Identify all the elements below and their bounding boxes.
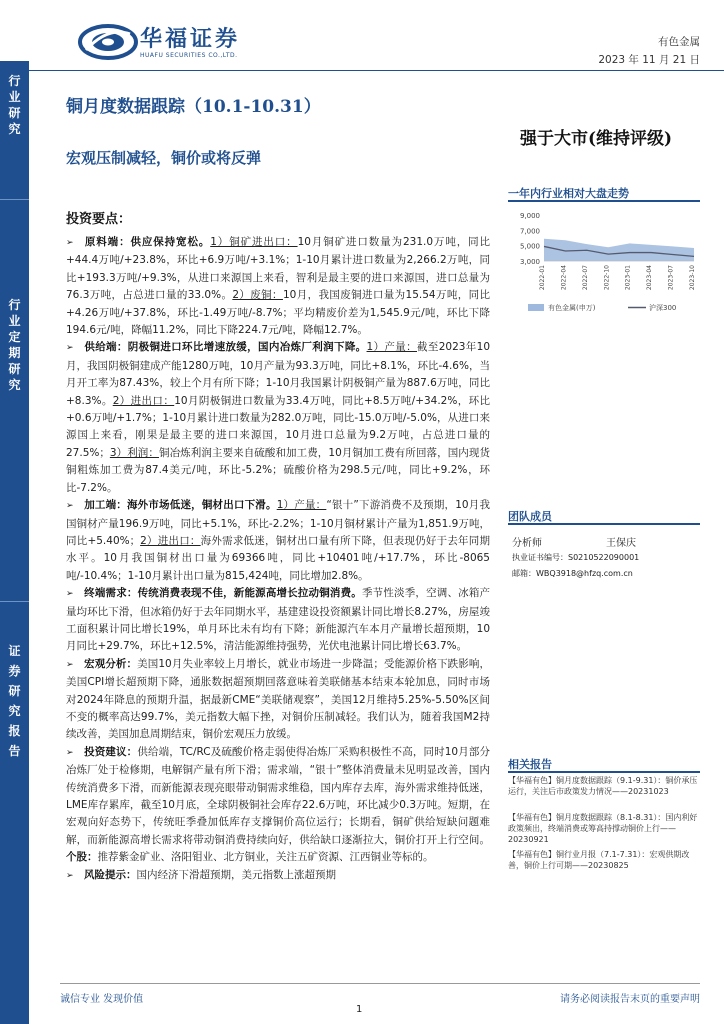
paragraph-supply: ➢ 供给端：阴极铜进口环比增速放缓，国内冶炼厂利润下降。1）产量：截至2023年10月，我国阴极铜建成产能1280万吨，10月产量为93.3万吨，同比+8.1%，环比-4.6%，当月开工率为87.43%，较上个月有所下降；1-10月我国累计阴极铜产量为887.6万吨，同比+8.3%。2）进出口：10月阴极铜进口数量为33.4万吨，同比+8.5万吨/+34.2%，环比+0.6万吨/+1.7%；1-10月累计进口数量为282.0万吨，同比-15.0万吨/-5.0%，从进口来源国上来看，刚果是最主要的进口来源国，10月进口总量为9.2万吨，占总进口量的27.5%；3）利润：铜冶炼利润主要来自硫酸和加工费，10月铜加工费有所回落，国内现货铜粗炼加工费为87.4美元/吨，环比-5.2%；硫酸价格为298.5元/吨，同比+9.2%，环比-7.2%。: [66, 341, 490, 494]
x-tick-label: 2022-04: [560, 265, 568, 291]
x-tick-label: 2023-01: [624, 265, 632, 291]
team-heading-rule: [508, 523, 700, 525]
footer-disclaimer: 请务必阅读报告末页的重要声明: [560, 994, 700, 1005]
footer-slogan: 诚信专业 发现价值: [60, 994, 144, 1005]
analyst-email: 邮箱：WBQ3918@hfzq.com.cn: [512, 569, 633, 578]
brand-subtitle: HUAFU SECURITIES CO.,LTD.: [140, 52, 238, 59]
related-report[interactable]: 【华福有色】铜行业月报（7.1-7.31）：宏观供期改善，铜价上行可期——20230825: [508, 850, 690, 870]
analyst-role: 分析师: [512, 538, 542, 549]
x-tick-label: 2023-10: [689, 265, 696, 291]
x-tick-label: 2022-10: [603, 265, 611, 291]
x-tick-label: 2023-07: [667, 265, 675, 291]
header-date: 2023 年 11 月 21 日: [598, 54, 700, 66]
x-tick-label: 2022-01: [539, 265, 546, 291]
arrow-bullet-icon: ➢: [66, 501, 74, 512]
paragraph-advice: ➢ 投资建议：供给端，TC/RC及硫酸价格走弱使得冶炼厂采购积极性不高，同时10月部分冶炼厂处于检修期，电解铜产量有所下滑；需求端，“银十”整体消费量未见明显改善，国内传统消费多下滑，而新能源表现亮眼带动铜需求维稳，国内库存去库，海外需求维持低迷，LME库存累库，截至10月底，全球阴极铜社会库存22.6万吨，环比减少0.3万吨。短期，在宏观向好态势下，传统旺季叠加低库存支撑铜价高位运行；长期看，铜矿供给短缺问题难解，而新能源高增长需求将带动铜消费持续向好，供给缺口逐渐拉大，铜价打开上行空间。个股：推荐紫金矿业、洛阳钼业、北方铜业，关注五矿资源、江西铜业等标的。: [66, 745, 490, 864]
chart-heading: 一年内行业相对大盘走势: [508, 187, 629, 200]
related-heading: 相关报告: [508, 758, 552, 771]
paragraph-demand: ➢ 终端需求：传统消费表现不佳，新能源高增长拉动铜消费。季节性淡季，空调、冰箱产量均环比下滑，但冰箱仍好于去年同期水平，基建建设投资额累计同比增长8.27%，房屋竣工面积累计同比增长19%，单月环比未有均有下降；新能源汽车本月产量增长超预期，10月同比+29.7%，环比+12.5%，清洁能源维持强势，光伏电池累计同比增长63.7%。: [66, 587, 491, 653]
x-tick-label: 2022-07: [581, 265, 589, 291]
y-tick-label: 9,000: [519, 212, 540, 220]
analyst-license: 执业证书编号：S0210522090001: [512, 553, 640, 562]
header-divider: [29, 70, 724, 71]
analyst-name: 王保庆: [606, 538, 636, 549]
sidebar: [0, 61, 29, 1024]
rating-badge: 强于大市(维持评级): [520, 129, 673, 149]
related-report[interactable]: 【华福有色】铜月度数据跟踪（9.1-9.31）：铜价承压运行，关注后市政策发力情况——20231023: [508, 776, 698, 796]
paragraph-processing: ➢ 加工端：海外市场低迷，铜材出口下滑。1）产量：“银十”下游消费不及预期，10月我国铜材产量196.9万吨，同比+5.1%，环比-2.2%；1-10月铜材累计产量为1,851.9万吨，同比+5.40%；2）进出口：海外需求低迷，铜材出口量有所下降，但表现仍好于去年同期水平。10月我国铜材出口量为69366吨，同比+10401吨/+17.7%，环比-8065吨/-10.4%；1-10月累计出口量为815,424吨，同比增加2.8%。: [66, 499, 490, 582]
team-heading: 团队成员: [508, 510, 552, 523]
arrow-bullet-icon: ➢: [66, 747, 74, 758]
sidebar-label-periodic: 行业定期研究: [8, 298, 21, 392]
related-report[interactable]: 【华福有色】铜月度数据跟踪（8.1-8.31）：国内利好政策频出，终端消费或筹高持撑动铜价上行——20230921: [508, 813, 698, 844]
legend-label-sector: 有色金属(申万): [548, 304, 596, 312]
series-area-sector: [544, 239, 694, 261]
paragraph-raw-material: ➢ 原料端：供应保持宽松。1）铜矿进出口：10月铜矿进口数量为231.0万吨，同比+44.4万吨/+23.8%，环比+6.9万吨/+3.1%；1-10月累计进口数量为2,266.2万吨，同比+193.3万吨/+9.3%，从进口来源国上来看，智利是最主要的进口来源国，进口总量为76.3万吨，占总进口量的33.0%。2）废铜：10月，我国废铜进口量为15.54万吨，同比+4.26万吨/+37.8%，环比-1.49万吨/-8.7%；平均精废价差为1,545.9元/吨，环比下降194.6元/吨，降幅11.2%，同比下降224.7元/吨，降幅12.7%。: [66, 236, 491, 337]
arrow-bullet-icon: ➢: [66, 238, 74, 248]
performance-chart: [508, 203, 700, 323]
y-tick-label: 3,000: [519, 258, 540, 266]
x-tick-label: 2023-04: [646, 265, 654, 291]
legend-label-index: 沪深300: [649, 304, 677, 312]
arrow-bullet-icon: ➢: [66, 589, 74, 600]
header-sector: 有色金属: [658, 36, 700, 48]
page-number: 1: [356, 1004, 363, 1015]
brand-name: 华福证券: [140, 26, 241, 52]
arrow-bullet-icon: ➢: [66, 343, 74, 354]
chart-heading-rule: [508, 200, 700, 202]
legend-swatch-sector: [528, 304, 544, 311]
main-body: [66, 234, 490, 885]
y-tick-label: 5,000: [519, 242, 540, 251]
section-heading: 投资要点：: [66, 212, 132, 227]
report-subtitle: 宏观压制减轻，铜价或将反弹: [66, 149, 262, 167]
footer-divider: [60, 983, 700, 984]
paragraph-macro: ➢ 宏观分析：美国10月失业率较上月增长，就业市场进一步降温；受能源价格下跌影响，美国CPI增长超预期下降，通胀数据超预期回落意味着美联储基本结束本轮加息，同时市场对2024年降息的预期升温，据最新CME“美联储观察”，美国12月维持5.25%-5.50%区间不变的概率高达99.7%，美元指数大幅下挫，对铜价压制减轻。我们认为，随着我国M2持续改善，美国加息周期结束，铜价宏观压力放缓。: [66, 657, 491, 741]
sidebar-divider: [0, 601, 29, 602]
report-title: 铜月度数据跟踪（10.1-10.31）: [66, 97, 321, 117]
paragraph-risk: ➢ 风险提示：国内经济下滑超预期，美元指数上涨超预期: [66, 867, 490, 885]
sidebar-divider: [0, 199, 29, 200]
related-heading-rule: [508, 771, 700, 773]
sidebar-label-industry: 行业研究: [8, 74, 21, 136]
y-tick-label: 7,000: [519, 227, 540, 236]
arrow-bullet-icon: ➢: [66, 870, 74, 881]
sidebar-label-securities: 证券研究报告: [8, 644, 21, 758]
arrow-bullet-icon: ➢: [66, 659, 74, 670]
